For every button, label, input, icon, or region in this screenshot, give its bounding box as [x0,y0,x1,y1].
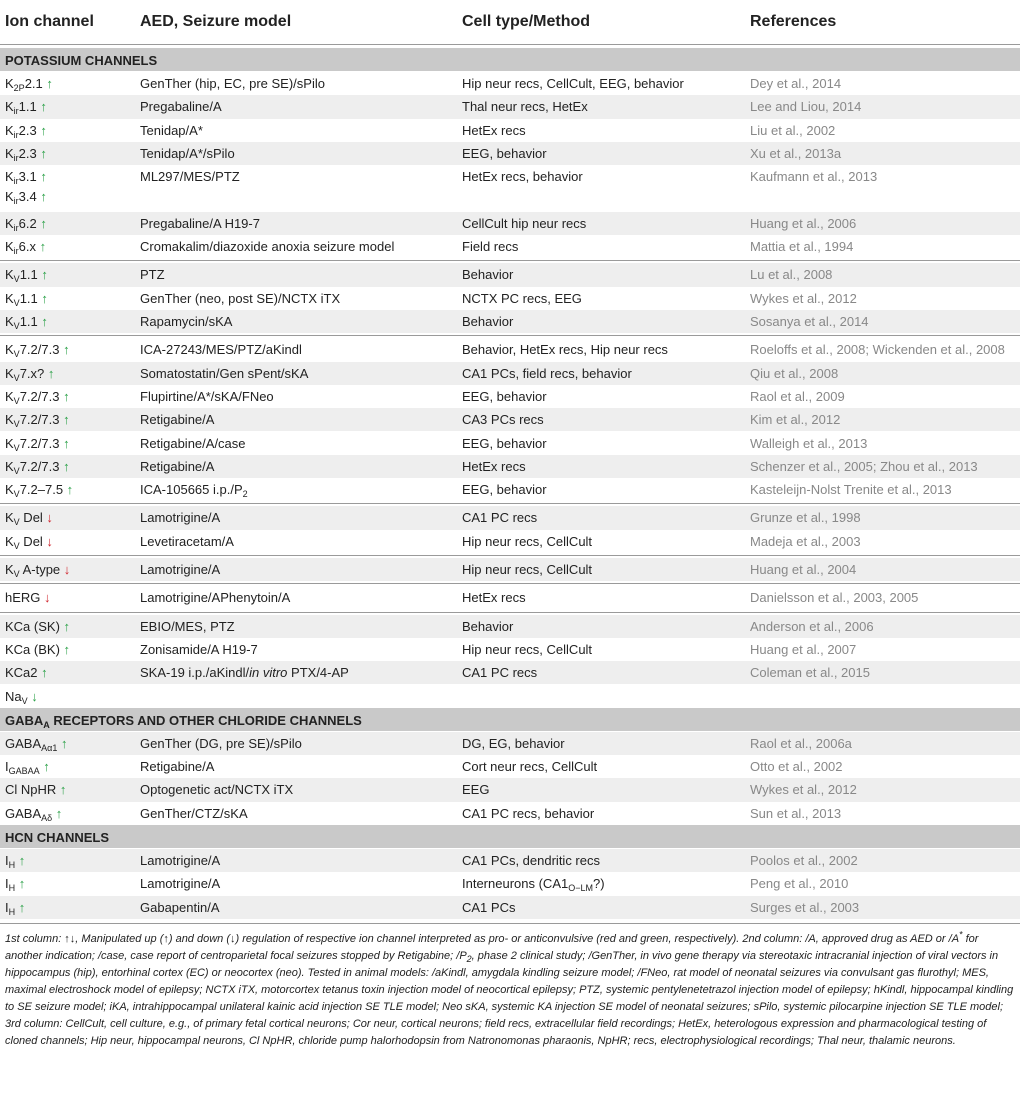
reference-cell: Dey et al., 2014 [750,76,842,91]
cell-type-method-cell: EEG [462,782,490,798]
header-ion-channel: Ion channel [5,13,94,30]
aed-seizure-model-cell: Retigabine/A [140,759,215,775]
aed-seizure-model-cell: SKA-19 i.p./aKindl/in vitro PTX/4-AP [140,665,349,681]
cell-type-method-cell: Behavior, HetEx recs, Hip neur recs [462,342,668,358]
ion-channel-cell [5,759,135,777]
arrow-up-icon: ↑ [15,876,26,892]
aed-seizure-model-cell: PTZ [140,267,165,283]
cell-type-method-cell: Hip neur recs, CellCult, EEG, behavior [462,76,684,91]
reference-cell: Grunze et al., 1998 [750,510,861,526]
arrow-up-icon: ↑ [36,99,47,115]
ion-channel-name: $K_{ir}2.3$ [5,145,37,163]
arrow-down-icon: ↓ [42,510,53,526]
table-row [0,432,1020,455]
reference-cell: Otto et al., 2002 [750,759,843,775]
aed-seizure-model-cell: Flupirtine/A*/sKA/FNeo [140,388,274,404]
table-row [0,385,1020,408]
arrow-up-icon: ↑ [56,782,67,798]
cell-type-method-cell: EEG, behavior [462,482,547,498]
aed-seizure-model-cell: Retigabine/A/case [140,435,246,451]
ion-channel-name: $K_V7.2-7.5$ [5,482,64,500]
cell-type-method-cell: CA1 PCs [462,899,516,915]
cell-type-method-cell: Behavior [462,267,514,283]
reference-cell: Lu et al., 2008 [750,267,833,283]
arrow-up-icon: ↑ [37,665,48,681]
ion-channel-name: $K_{ir}6.2$ [5,215,37,233]
cell-type-method-cell: EEG, behavior [462,145,547,161]
ion-channel-name: $K_{ir}3.4$ [5,189,37,207]
ion-channel-name: $K_V7.2/7.3$ [5,388,60,406]
ion-channel-name: $K_V7.2/7.3$ [5,458,60,476]
cell-type-method-cell: HetEx recs [462,122,526,138]
table-row [0,896,1020,919]
ion-channel-cell [5,783,135,796]
reference-cell: Qiu et al., 2008 [750,365,839,381]
arrow-up-icon: ↑ [37,290,48,306]
aed-seizure-model-cell: Optogenetic act/NCTX iTX [140,782,294,798]
ion-channel-cell [5,145,135,163]
ion-channel-cell [5,99,135,117]
aed-seizure-model-cell: Somatostatin/Gen sPent/sKA [140,365,309,381]
aed-seizure-model-cell: Retigabine/A [140,412,215,428]
cell-type-method-cell: Interneurons $(CA1_{O-LM}?)$ [462,876,605,894]
ion-channel-name: KCa (BK) [5,641,60,657]
ion-channel-cell [5,482,135,500]
reference-cell: Kim et al., 2012 [750,412,841,428]
ion-channel-name: $K_V7.2/7.3$ [5,435,60,453]
section-header [0,825,1020,848]
table-row [0,287,1020,310]
group-rule [0,555,1020,556]
table-row [0,778,1020,801]
reference-cell: Wykes et al., 2012 [750,290,857,306]
ion-channel-name: $K_V7.2/7.3$ [5,342,60,360]
ion-channel-cell [5,853,135,870]
table-row [0,849,1020,872]
cell-type-method-cell: NCTX PC recs, EEG [462,290,582,306]
aed-seizure-model-cell: GenTher (DG, pre SE)/sPilo [140,735,302,751]
arrow-up-icon: ↑ [36,169,47,185]
ion-channel-name: KCa (SK) [5,618,60,634]
arrow-down-icon: ↓ [27,688,38,704]
reference-cell: Huang et al., 2007 [750,641,857,657]
ion-channel-name: KCa2 [5,665,38,681]
table-row [0,263,1020,286]
arrow-up-icon: ↑ [36,189,47,205]
aed-seizure-model-cell: Lamotrigine/A [140,510,221,526]
ion-channel-name: $K_V$ Del [5,533,43,551]
ion-channel-cell [5,899,135,917]
header-aed-seizure-model: AED, Seizure model [140,13,292,30]
header-rule [0,44,1020,45]
arrow-down-icon: ↓ [40,590,51,606]
arrow-up-icon: ↑ [37,267,48,283]
arrow-up-icon: ↑ [36,239,47,255]
cell-type-method-cell: Field recs [462,239,519,255]
arrow-up-icon: ↑ [44,365,55,381]
section-title: POTASSIUM CHANNELS [5,53,158,68]
section-title: $GABA_A$ RECEPTORS AND OTHER CHLORIDE CHANNELS [5,712,362,730]
ion-channel-cell [5,735,135,753]
ion-channel-cell [5,342,135,360]
ion-channel-cell [5,688,135,706]
table-row [0,142,1020,165]
ion-channel-cell [5,314,135,331]
arrow-up-icon: ↑ [59,388,70,404]
ion-channel-name: $K_V7.x$? [5,365,45,383]
ion-channel-cell [5,435,135,453]
ion-channel-name: hERG [5,590,41,606]
table-row [0,212,1020,235]
table-row [0,310,1020,333]
ion-channel-cell [5,267,135,285]
aed-seizure-model-cell: GenTher (neo, post SE)/NCTX iTX [140,290,341,306]
ion-channel-cell [5,533,135,551]
arrow-up-icon: ↑ [59,458,70,474]
aed-seizure-model-cell: GenTher (hip, EC, pre SE)/sPilo [140,76,325,91]
arrow-down-icon: ↓ [60,562,71,577]
reference-cell: Coleman et al., 2015 [750,665,870,681]
aed-seizure-model-cell: ML297/MES/PTZ [140,169,240,185]
table-row [0,235,1020,258]
aed-seizure-model-cell: Retigabine/A [140,458,215,474]
arrow-up-icon: ↑ [63,482,74,498]
arrow-up-icon: ↑ [59,435,70,451]
cell-type-method-cell: HetEx recs, behavior [462,169,583,185]
ion-channel-name: $K_V1.1$ [5,267,38,285]
table-row [0,455,1020,478]
reference-cell: Sun et al., 2013 [750,805,842,821]
table-row [0,615,1020,638]
aed-seizure-model-cell: Pregabaline/A H19-7 [140,215,260,231]
arrow-up-icon: ↑ [36,215,47,231]
ion-channel-cell [5,591,135,604]
aed-seizure-model-cell: Tenidap/A* [140,122,203,138]
cell-type-method-cell: Thal neur recs, HetEx [462,99,588,115]
ion-channel-cell [5,215,135,233]
table-row [0,530,1020,553]
ion-channel-cell [5,122,135,140]
reference-cell: Huang et al., 2004 [750,562,857,577]
ion-channel-name: $K_{ir}1.1$ [5,99,37,117]
cell-type-method-cell: CA1 PC recs, behavior [462,805,595,821]
arrow-up-icon: ↑ [15,853,26,868]
group-rule [0,335,1020,336]
ion-channel-name: $K_V7.2/7.3$ [5,412,60,430]
ion-channel-cell [5,562,135,579]
ion-channel-name: $Na_V$ [5,688,28,706]
cell-type-method-cell: Cort neur recs, CellCult [462,759,598,775]
arrow-down-icon: ↓ [42,533,53,549]
reference-cell: Walleigh et al., 2013 [750,435,868,451]
reference-cell: Huang et al., 2006 [750,215,857,231]
cell-type-method-cell: HetEx recs [462,590,526,606]
aed-seizure-model-cell: Rapamycin/sKA [140,314,233,329]
cell-type-method-cell: Behavior [462,618,514,634]
cell-type-method-cell: CellCult hip neur recs [462,215,587,231]
ion-channel-name: $K_V1.1$ [5,314,38,331]
ion-channel-cell [5,388,135,406]
ion-channel-cell [5,643,135,656]
ion-channel-name: $I_{GABAA}$ [5,759,40,777]
ion-channel-name: $I_H$ [5,876,16,894]
arrow-up-icon: ↑ [57,735,68,751]
arrow-up-icon: ↑ [39,759,50,775]
cell-type-method-cell: HetEx recs [462,458,526,474]
cell-type-method-cell: EEG, behavior [462,435,547,451]
reference-cell: Schenzer et al., 2005; Zhou et al., 2013 [750,458,978,474]
aed-seizure-model-cell: Gabapentin/A [140,899,220,915]
ion-channel-name: $I_H$ [5,899,16,917]
reference-cell: Raol et al., 2006a [750,735,852,751]
ion-channel-name: $GABA_{A\alpha 1}$ [5,735,58,753]
ion-channel-cell [5,805,135,823]
ion-channel-cell [5,620,135,633]
section-header [0,48,1020,71]
aed-seizure-model-cell: Zonisamide/A H19-7 [140,641,258,657]
ion-channel-name: $K_{ir}6.x$ [5,239,37,257]
table-row [0,338,1020,361]
reference-cell: Kaufmann et al., 2013 [750,169,878,185]
cell-type-method-cell: DG, EG, behavior [462,735,565,751]
ion-channel-cell [5,239,135,257]
ion-channel-cell [5,458,135,476]
arrow-up-icon: ↑ [37,314,48,329]
table-row [0,755,1020,778]
footnote: 1st column: ↑↓, Manipulated up (↑) and down (↓) regulation of respective ion channel interpreted as pro- or anticonvulsive (red and green, respectively). 2nd column: /A, approved drug as AED or /A* for another indication; /case, case report of centroparietal focal seizures stopped by Retigabine; $/P_2$, phase 2 clinical study; /GenTher, in vivo gene therapy via stereotaxic intracranial injection of viral vectors in hippocampus (hip), entorhinal cortex (EC) or neocortex (neo). Tested in animal models: /aKindl, amygdala kindling seizure model; /FNeo, rat model of neonatal seizures via convulsant gas flurothyl; MES, maximal electroshock model of epilepsy; NCTX iTX, motorcortex tetanus toxin injection model of neocortical epilepsy; PTZ, systemic pentylenetetrazol injection model of epilepsy; hKindl, hippocampal kindling to SE seizure model; iKA, intrahippocampal unilateral kainic acid injection SE TLE model; Neo sKA, systemic KA injection SE model of neonatal seizures; sPilo, systemic pilocarpine injection SE TLE model; 3rd column: CellCult, cell culture, e.g., of primary fetal cortical neurons; Cor neur, cortical neurons; field recs, extracellular field recordings; HetEx, heterologous expression and pharmacological testing of cloned channels; Hip neur, hippocampal neurons, Cl NpHR, chloride pump halorhodopsin from Natronomonas pharaonis, NpHR; recs, electrophysiological recordings; Thal neur, thalamic neurons. [5,929,1014,1047]
table-row [0,72,1020,95]
reference-cell: Danielsson et al., 2003, 2005 [750,590,919,606]
reference-cell: Poolos et al., 2002 [750,853,858,868]
table-row [0,802,1020,825]
section-title: HCN CHANNELS [5,830,109,845]
reference-cell: Xu et al., 2013a [750,145,842,161]
table-row [0,165,1020,212]
table-row [0,558,1020,581]
table-header [0,0,1020,44]
header-references: References [750,13,837,30]
arrow-up-icon: ↑ [52,805,63,821]
section-header [0,708,1020,731]
cell-type-method-cell: CA1 PCs, field recs, behavior [462,365,632,381]
reference-cell: Roeloffs et al., 2008; Wickenden et al., 2008 [750,342,1005,358]
reference-cell: Lee and Liou, 2014 [750,99,862,115]
ion-channel-cell [5,290,135,308]
table-row [0,586,1020,609]
ion-channel-cell [5,76,135,93]
arrow-up-icon: ↑ [59,641,71,657]
aed-seizure-model-cell: Lamotrigine/APhenytoin/A [140,590,291,606]
reference-cell: Sosanya et al., 2014 [750,314,869,329]
table-row [0,119,1020,142]
cell-type-method-cell: CA1 PC recs [462,510,538,526]
ion-channel-cell [5,876,135,894]
cell-type-method-cell: CA3 PCs recs [462,412,544,428]
aed-seizure-model-cell: ICA-27243/MES/PTZ/aKindl [140,342,302,358]
ion-channel-cell [5,666,135,679]
cell-type-method-cell: CA1 PC recs [462,665,538,681]
ion-channel-name: $I_H$ [5,853,16,870]
aed-seizure-model-cell: Levetiracetam/A [140,533,234,549]
cell-type-method-cell: Hip neur recs, CellCult [462,641,593,657]
ion-channel-cell [5,412,135,430]
arrow-up-icon: ↑ [36,145,47,161]
table-row [0,872,1020,895]
ion-channel-name: $GABA_{A\delta}$ [5,805,53,823]
arrow-up-icon: ↑ [42,76,53,91]
ion-channel-cell [5,510,135,528]
ion-channel-name: $K_V1.1$ [5,290,38,308]
ion-channel-cell [5,169,135,207]
aed-seizure-model-cell: Cromakalim/diazoxide anoxia seizure model [140,239,395,255]
group-rule [0,260,1020,261]
reference-cell: Peng et al., 2010 [750,876,849,892]
table-row [0,506,1020,529]
table-row [0,408,1020,431]
cell-type-method-cell: EEG, behavior [462,388,547,404]
aed-seizure-model-cell: ICA-105665 $i.p./P_2$ [140,482,248,500]
table-row [0,478,1020,501]
arrow-up-icon: ↑ [15,899,26,915]
table-row [0,732,1020,755]
arrow-up-icon: ↑ [59,342,70,358]
aed-seizure-model-cell: Lamotrigine/A [140,853,221,868]
arrow-up-icon: ↑ [59,412,70,428]
ion-channel-name: $K_{ir}2.3$ [5,122,37,140]
table-row [0,685,1020,708]
aed-seizure-model-cell: GenTher/CTZ/sKA [140,805,248,821]
table-row [0,661,1020,684]
cell-type-method-cell: Behavior [462,314,514,329]
arrow-up-icon: ↑ [36,122,47,138]
aed-seizure-model-cell: Lamotrigine/A [140,876,221,892]
reference-cell: Mattia et al., 1994 [750,239,854,255]
aed-seizure-model-cell: EBIO/MES, PTZ [140,618,235,634]
table-bottom-rule [0,923,1020,924]
cell-type-method-cell: CA1 PCs, dendritic recs [462,853,600,868]
cell-type-method-cell: Hip neur recs, CellCult [462,533,593,549]
reference-cell: Kasteleijn-Nolst Trenite et al., 2013 [750,482,952,498]
reference-cell: Wykes et al., 2012 [750,782,857,798]
reference-cell: Madeja et al., 2003 [750,533,861,549]
group-rule [0,612,1020,613]
aed-seizure-model-cell: Pregabaline/A [140,99,222,115]
ion-channel-name: $K_{2P}2.1$ [5,76,43,93]
ion-channel-name: $K_V$ Del [5,510,43,528]
header-cell-type-method: Cell type/Method [462,13,591,30]
ion-channel-name: $K_V$ A-type [5,562,61,579]
aed-seizure-model-cell: Lamotrigine/A [140,562,221,577]
group-rule [0,503,1020,504]
reference-cell: Anderson et al., 2006 [750,618,874,634]
reference-cell: Liu et al., 2002 [750,122,836,138]
ion-channel-cell [5,365,135,383]
cell-type-method-cell: Hip neur recs, CellCult [462,562,593,577]
ion-channel-name: $K_{ir}3.1$ [5,169,37,187]
reference-cell: Surges et al., 2003 [750,899,860,915]
arrow-up-icon: ↑ [59,618,71,634]
table-row [0,638,1020,661]
table-row [0,95,1020,118]
reference-cell: Raol et al., 2009 [750,388,845,404]
group-rule [0,583,1020,584]
ion-channel-name: Cl NpHR [5,782,57,798]
aed-seizure-model-cell: Tenidap/A*/sPilo [140,145,235,161]
table-row [0,362,1020,385]
